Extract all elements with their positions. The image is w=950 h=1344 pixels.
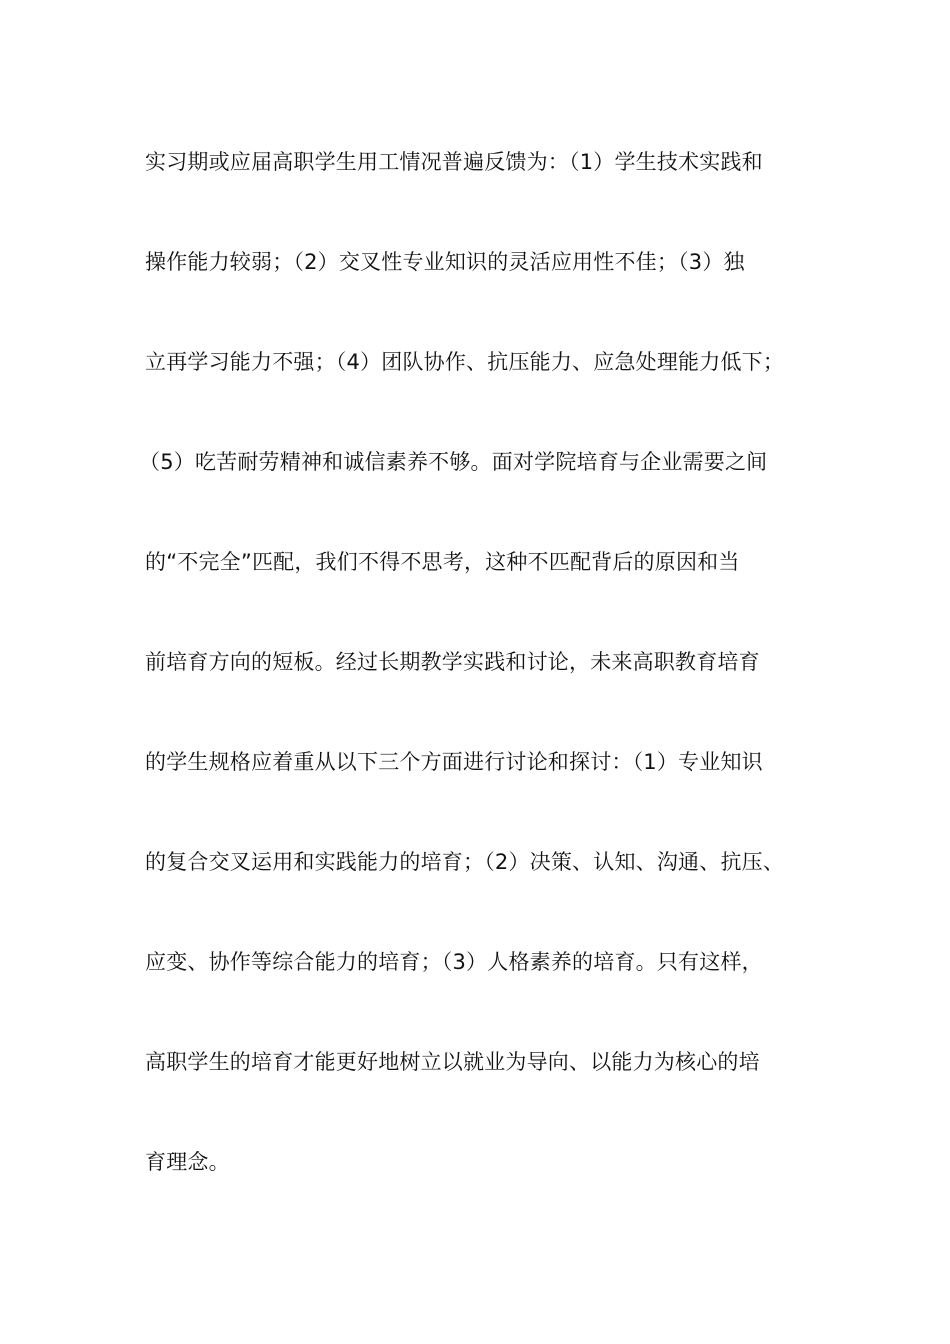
text-line: 的学生规格应着重从以下三个方面进行讨论和探讨：（1）专业知识 (145, 750, 763, 774)
text-line: 的“不完全”匹配，我们不得不思考，这种不匹配背后的原因和当 (145, 550, 740, 574)
text-line: 的复合交叉运用和实践能力的培育；（2）决策、认知、沟通、抗压、 (145, 850, 785, 874)
text-line: （5）吃苦耐劳精神和诚信素养不够。面对学院培育与企业需要之间 (139, 450, 768, 474)
text-line: 应变、协作等综合能力的培育；（3）人格素养的培育。只有这样， (145, 950, 763, 974)
text-line: 操作能力较弱；（2）交叉性专业知识的灵活应用性不佳；（3）独 (145, 250, 745, 274)
text-line: 育理念。 (145, 1150, 230, 1174)
text-line: 前培育方向的短板。经过长期教学实践和讨论，未来高职教育培育 (145, 650, 760, 674)
text-line: 立再学习能力不强；（4）团队协作、抗压能力、应急处理能力低下； (145, 350, 785, 374)
text-line: 高职学生的培育才能更好地树立以就业为导向、以能力为核心的培 (145, 1050, 760, 1074)
text-line: 实习期或应届高职学生用工情况普遍反馈为：（1）学生技术实践和 (145, 150, 763, 174)
